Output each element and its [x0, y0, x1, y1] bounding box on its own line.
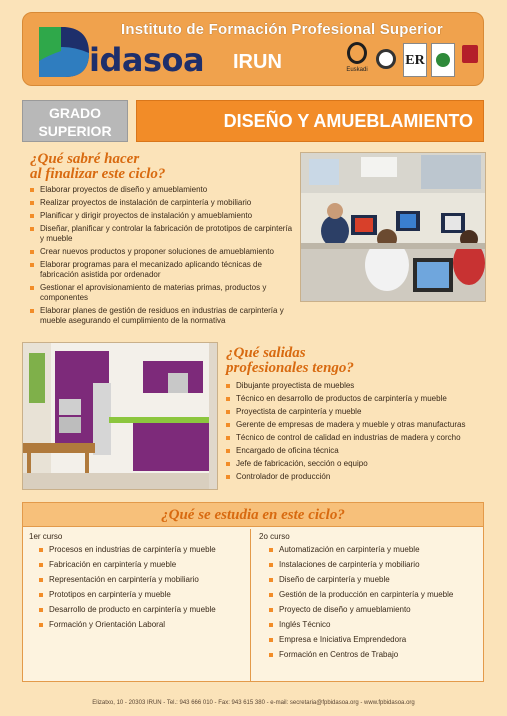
study-title: ¿Qué se estudia en este ciclo?	[161, 507, 345, 523]
jobs-title: ¿Qué salidas profesionales tengo?	[226, 345, 354, 376]
er-certification-icon: ER	[403, 43, 427, 77]
green-certification-icon	[431, 43, 455, 77]
list-item: Gestionar el aprovisionamiento de materias primas, productos y componentes	[30, 283, 298, 303]
list-item: Formación en Centros de Trabajo	[269, 650, 475, 660]
list-item: Prototipos en carpintería y mueble	[39, 590, 244, 600]
skills-title: ¿Qué sabré hacer al finalizar este ciclo?	[30, 151, 166, 182]
brand-name: idasoa	[89, 41, 205, 79]
footer-contact: Elizatxo, 10 - 20303 IRUN - Tel.: 943 666 010 - Fax: 943 615 380 - e-mail: secretaria@fpbidasoa.org - www.fpbidasoa.org	[92, 700, 415, 706]
degree-level-line2: SUPERIOR	[38, 123, 112, 139]
list-item: Técnico de control de calidad en industrias de madera y corcho	[226, 433, 488, 443]
list-item: Gestión de la producción en carpintería y mueble	[269, 590, 475, 600]
euskadi-logo-icon: Euskadi	[345, 39, 369, 83]
list-item: Jefe de fabricación, sección o equipo	[226, 459, 488, 469]
list-item: Dibujante proyectista de muebles	[226, 381, 488, 391]
city-name: IRUN	[233, 51, 282, 73]
jobs-list	[226, 381, 488, 482]
first-year-label: 1er curso	[29, 532, 63, 541]
bidasoa-logo-icon	[35, 23, 93, 81]
circle-logo-icon	[375, 39, 397, 83]
header-banner	[22, 12, 484, 86]
study-header	[23, 503, 483, 527]
degree-level-badge	[22, 100, 128, 142]
list-item: Desarrollo de producto en carpintería y mueble	[39, 605, 244, 615]
list-item: Empresa e Iniciativa Emprendedora	[269, 635, 475, 645]
list-item: Crear nuevos productos y proponer soluciones de amueblamiento	[30, 247, 298, 257]
sponsor-logos	[345, 39, 481, 83]
skills-section	[30, 152, 298, 329]
list-item: Diseño de carpintería y mueble	[269, 575, 475, 585]
list-item: Encargado de oficina técnica	[226, 446, 488, 456]
skills-list	[30, 185, 298, 326]
list-item: Representación en carpintería y mobiliario	[39, 575, 244, 585]
list-item: Inglés Técnico	[269, 620, 475, 630]
list-item: Elaborar proyectos de diseño y amueblamiento	[30, 185, 298, 195]
list-item: Proyectista de carpintería y mueble	[226, 407, 488, 417]
study-table	[22, 502, 484, 682]
degree-title: DISEÑO Y AMUEBLAMIENTO	[136, 100, 484, 142]
list-item: Automatización en carpintería y mueble	[269, 545, 475, 555]
list-item: Elaborar programas para el mecanizado aplicando técnicas de fabricación asistida por ordenador	[30, 260, 298, 280]
list-item: Gerente de empresas de madera y mueble y otras manufacturas	[226, 420, 488, 430]
list-item: Formación y Orientación Laboral	[39, 620, 244, 630]
first-year-column	[23, 529, 251, 681]
list-item: Planificar y dirigir proyectos de instalación y amueblamiento	[30, 211, 298, 221]
list-item: Fabricación en carpintería y mueble	[39, 560, 244, 570]
second-year-list	[259, 545, 475, 660]
list-item: Instalaciones de carpintería y mobiliario	[269, 560, 475, 570]
government-logo-icon	[459, 39, 481, 83]
second-year-column	[253, 529, 481, 681]
kitchen-photo	[22, 342, 218, 490]
first-year-list	[29, 545, 244, 630]
list-item: Controlador de producción	[226, 472, 488, 482]
list-item: Proyecto de diseño y amueblamiento	[269, 605, 475, 615]
second-year-label: 2o curso	[259, 532, 290, 541]
list-item: Técnico en desarrollo de productos de carpintería y mueble	[226, 394, 488, 404]
list-item: Diseñar, planificar y controlar la fabricación de prototipos de carpintería y mueble	[30, 224, 298, 244]
list-item: Realizar proyectos de instalación de carpintería y mobiliario	[30, 198, 298, 208]
degree-level-line1: GRADO	[48, 105, 102, 121]
classroom-photo	[300, 152, 486, 302]
jobs-section	[226, 346, 488, 485]
list-item: Procesos en industrias de carpintería y mueble	[39, 545, 244, 555]
institute-title: Instituto de Formación Profesional Superior	[121, 21, 443, 38]
list-item: Elaborar planes de gestión de residuos en industrias de carpintería y mueble asegurando el cumplimiento de la normativa	[30, 306, 298, 326]
